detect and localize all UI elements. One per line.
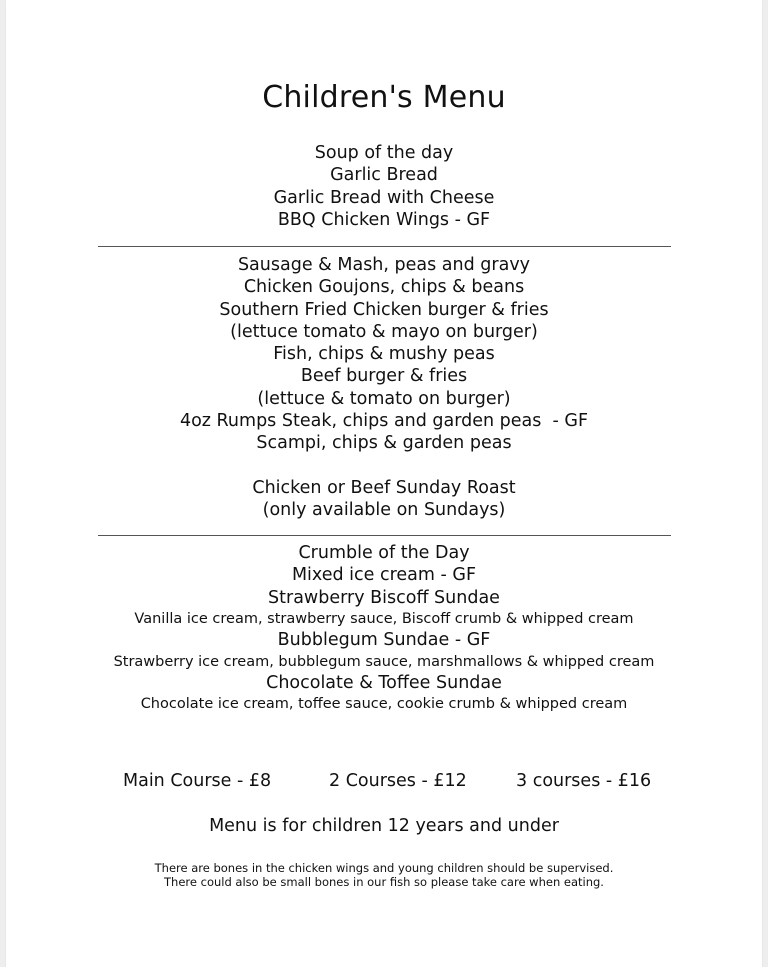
main-item-note: (lettuce & tomato on burger) bbox=[257, 388, 511, 409]
section-divider bbox=[98, 535, 671, 536]
price-two-courses: 2 Courses - £12 bbox=[329, 771, 467, 791]
page-title: Children's Menu bbox=[262, 80, 506, 115]
dessert-description: Vanilla ice cream, strawberry sauce, Biscoff crumb & whipped cream bbox=[134, 610, 634, 627]
mains-section bbox=[6, 254, 762, 521]
price-three-courses: 3 courses - £16 bbox=[516, 771, 652, 791]
dessert-description: Chocolate ice cream, toffee sauce, cookie crumb & whipped cream bbox=[140, 696, 628, 713]
starters-section bbox=[6, 142, 762, 231]
age-note: Menu is for children 12 years and under bbox=[209, 816, 559, 836]
starter-item: BBQ Chicken Wings - GF bbox=[277, 209, 491, 230]
dessert-item: Crumble of the Day bbox=[298, 543, 470, 563]
main-item: Fish, chips & mushy peas bbox=[273, 344, 495, 365]
main-item: 4oz Rumps Steak, chips and garden peas - GF bbox=[179, 411, 589, 432]
section-divider bbox=[98, 246, 671, 247]
dessert-item: Bubblegum Sundae - GF bbox=[277, 630, 491, 651]
starter-item: Garlic Bread with Cheese bbox=[273, 187, 495, 208]
starter-item: Garlic Bread bbox=[330, 165, 438, 186]
price-main-course: Main Course - £8 bbox=[123, 771, 272, 791]
dessert-item: Mixed ice cream - GF bbox=[291, 565, 477, 586]
dessert-item: Strawberry Biscoff Sundae bbox=[268, 587, 500, 608]
desserts-section bbox=[6, 542, 762, 715]
starter-item: Soup of the day bbox=[314, 143, 454, 163]
main-item-note: (lettuce tomato & mayo on burger) bbox=[230, 321, 538, 342]
roast-item: Chicken or Beef Sunday Roast bbox=[252, 477, 516, 498]
menu-page bbox=[6, 0, 762, 967]
dessert-description: Strawberry ice cream, bubblegum sauce, marshmallows & whipped cream bbox=[113, 653, 655, 670]
dessert-item: Chocolate & Toffee Sundae bbox=[266, 673, 502, 694]
roast-note: (only available on Sundays) bbox=[262, 499, 506, 520]
allergy-warnings bbox=[6, 861, 762, 889]
warning-line: There are bones in the chicken wings and young children should be supervised. bbox=[154, 861, 614, 875]
main-item: Chicken Goujons, chips & beans bbox=[243, 277, 525, 298]
main-item: Southern Fried Chicken burger & fries bbox=[219, 299, 549, 320]
warning-line: There could also be small bones in our fish so please take care when eating. bbox=[164, 875, 604, 889]
main-item: Scampi, chips & garden peas bbox=[256, 433, 512, 454]
main-item: Beef burger & fries bbox=[300, 366, 468, 387]
main-item: Sausage & Mash, peas and gravy bbox=[237, 255, 531, 275]
